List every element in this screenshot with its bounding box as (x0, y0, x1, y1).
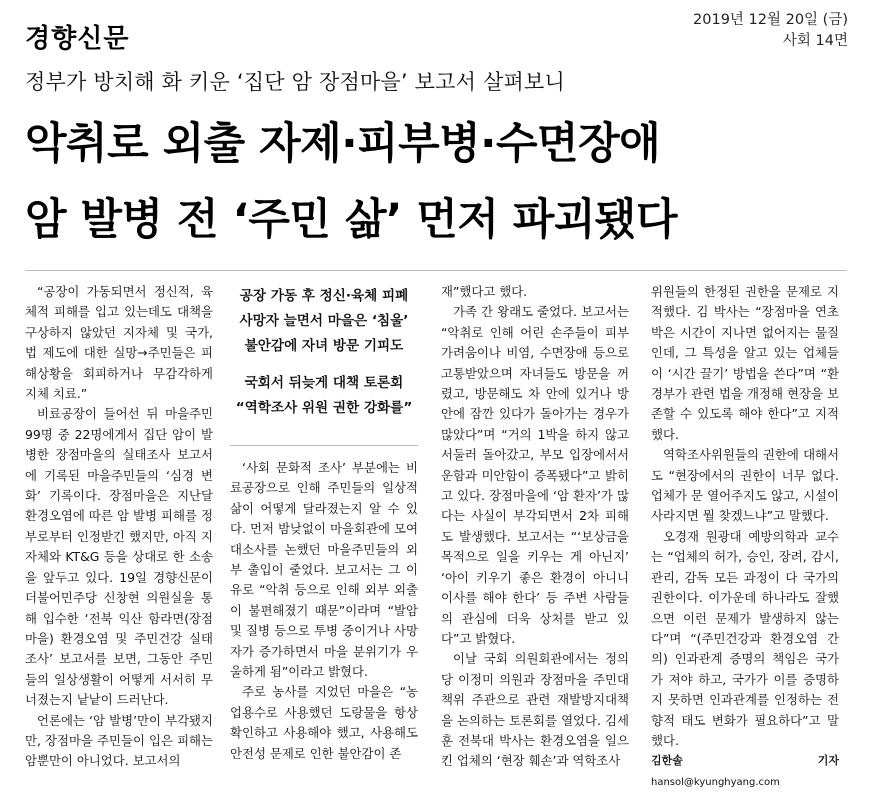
headline-divider (25, 270, 847, 271)
deck-line: 불안감에 자녀 방문 기피도 (244, 338, 404, 354)
paragraph: 비료공장이 들어선 뒤 마을주민 99명 중 22명에게서 집단 암이 발병한 장점마을의 실태조사 보고서에 기록된 마을주민들의 ‘심경 변화’ 기록이다. 장점마을은 지난달 환경오염에 따른 암 발병 피해를 정부로부터 인정받긴 했지만, 아직 지자체와 KT&G 등을 상대로 한 소송을 앞두고 있다. 19일 경향신문이 더불어민주당 신창현 의원실을 통해 입수한 ‘전북 익산 함라면(장점마을) 환경오염 및 주민건강 실태조사’ 보고서를 보면, 그동안 주민들의 일상생활이 어떻게 서서히 무너졌는지 낱낱이 드러난다. (25, 406, 213, 708)
paragraph: 재”했다고 했다. (441, 284, 528, 299)
headline-line-2: 암 발병 전 ‘주민 삶’ 먼저 파괴됐다 (25, 195, 677, 245)
paragraph: 이날 국회 의원회관에서는 정의당 이정미 의원과 장점마을 주민대책위 주관으로 관련 재발방지대책을 논의하는 토론회를 열었다. 김세훈 전북대 박사는 환경오염을 일으킨 업체의 ‘현장 훼손’과 역학조사 (441, 651, 629, 769)
page-section: 사회 14면 (782, 33, 848, 49)
article-column-3 (441, 282, 629, 772)
article-subhead: 정부가 방치해 화 키운 ‘집단 암 장점마을’ 보고서 살펴보니 (25, 70, 565, 94)
article-column-4 (651, 282, 839, 793)
article-headline (25, 106, 855, 258)
reporter-email: hansol@kyunghyang.com (651, 776, 780, 788)
deck-line: 공장 가동 후 정신·육체 피폐 (239, 288, 409, 304)
paragraph: ‘사회 문화적 조사’ 부분에는 비료공장으로 인해 주민들의 일상적 삶이 어떻게 달라졌는지 알 수 있다. 먼저 밤낮없이 마을회관에 모여 대소사를 논했던 마을주민들의 외부 출입이 줄었다. 보고서는 그 이유로 “악취 등으로 인해 외부 외출이 불편해졌기 때문”이라며 “발암 및 질병 등으로 투병 중이거나 사망자가 증가하면서 마을 분위기가 우울하게 됨”이라고 밝혔다. (230, 460, 418, 680)
issue-date-block (693, 10, 848, 52)
deck-divider (230, 445, 418, 446)
paragraph: 주로 농사를 지었던 마을은 “농업용수로 사용했던 도랑물을 항상 확인하고 사용해야 했고, 사용해도 안전성 문제로 인한 불안감이 존 (230, 684, 418, 761)
article-column-2 (230, 282, 418, 764)
paragraph: 가족 간 왕래도 줄었다. 보고서는 “악취로 인해 어린 손주들이 피부 가려움이나 비염, 수면장애 등으로 고통받았으며 자녀들도 방문을 꺼렸고, 방문해도 차 안에 있거나 방 안에 잠깐 있다가 돌아가는 경우가 많았다”며 “거의 1박을 하지 않고 서둘러 돌아갔고, 부모 입장에서서 운함과 미안함이 증폭됐다”고 밝히고 있다. 장점마을에 ‘암 환자’가 많다는 사실이 부각되면서 2차 피해도 발생했다. 보고서는 “‘보상금을 목적으로 일을 키우는 게 아닌지’ ‘아이 키우기 좋은 환경이 아니니 이사를 해야 한다’ 등 주변 사람들의 관심에 더욱 상처를 받고 있다”고 밝혔다. (441, 304, 629, 646)
newspaper-masthead: 경향신문 (25, 24, 130, 54)
issue-date: 2019년 12월 20일 (금) (693, 12, 848, 28)
article-column-1 (25, 282, 213, 772)
article-deck (230, 284, 418, 446)
paragraph: 오경재 원광대 예방의학과 교수는 “업체의 허가, 승인, 장려, 감시, 관리, 감독 모든 과정이 다 국가의 권한이다. 이가운데 하나라도 잘했으면 이런 문제가 발생하지 않는다”며 “(주민건강과 환경오염 간의) 인과관계 증명의 책임은 국가가 져야 하고, 국가가 이를 증명하지 못하면 인과관계를 인정하는 전향적 태도 변화가 필요하다”고 말했다. (651, 528, 839, 748)
paragraph: 위원들의 한정된 권한을 문제로 지적했다. 김 박사는 “장점마을 연초박은 시간이 지나면 없어지는 물질인데, 그 특성을 알고 있는 업체들이 ‘시간 끌기’ 방법을 쓴다”며 “환경부가 관련 법을 개정해 현장을 보존할 수 있도록 해야 한다”고 지적했다. (651, 284, 839, 442)
deck-line: “역학조사 위원 권한 강화를” (235, 400, 413, 416)
paragraph: “공장이 가동되면서 정신적, 육체적 피해를 입고 있는데도 대책을 구상하지 않았던 지자체 및 국가, 법 제도에 대한 실망→주민들은 피해상황을 회피하거나 무감각하게 지체 치료.” (25, 284, 213, 402)
deck-line: 사망자 늘면서 마을은 ‘침울’ (239, 313, 409, 329)
paragraph: 역학조사위원들의 권한에 대해서도 “현장에서의 권한이 너무 없다. 업체가 문 열어주지도 않고, 시설이 사라지면 뭘 찾겠느냐”고 말했다. (651, 447, 839, 524)
deck-line: 국회서 뒤늦게 대책 토론회 (244, 375, 404, 391)
reporter-name: 김한솔 기자 (651, 754, 839, 768)
headline-line-1: 악취로 외출 자제·피부병·수면장애 (25, 119, 661, 169)
deck-spacer (230, 359, 418, 371)
paragraph: 언론에는 ‘암 발병’만이 부각됐지만, 장점마을 주민들이 입은 피해는 암뿐만이 아니었다. 보고서의 (25, 712, 213, 769)
byline (651, 751, 839, 793)
